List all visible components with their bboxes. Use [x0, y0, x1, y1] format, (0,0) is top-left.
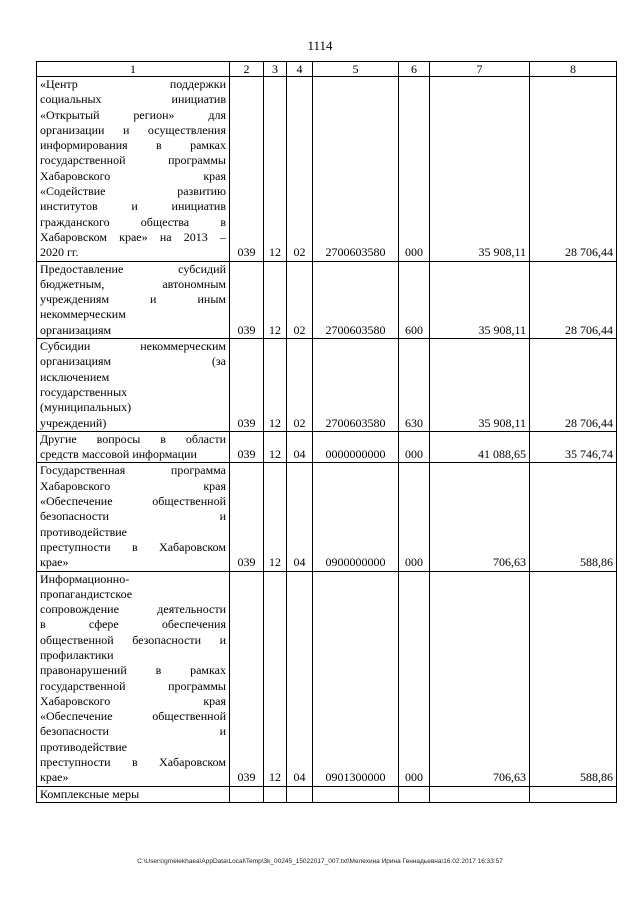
- section-code: 12: [264, 571, 287, 786]
- description-line: государственной программы: [40, 678, 226, 693]
- description-line: Государственная программа: [40, 463, 226, 478]
- subsection-code: [287, 786, 313, 802]
- header-cell: 1: [37, 62, 230, 77]
- description-line: организациям: [40, 322, 112, 337]
- description-line: «Центр поддержки: [40, 77, 226, 91]
- description-line: информирования в рамках: [40, 138, 226, 153]
- row-description: [37, 339, 230, 432]
- expense-type-code: 000: [399, 571, 430, 786]
- row-description: [37, 463, 230, 571]
- header-cell: 2: [230, 62, 264, 77]
- executed-amount: 28 706,44: [530, 261, 617, 338]
- ministry-code: 039: [230, 77, 264, 262]
- description-line: Хабаровского края: [40, 168, 226, 183]
- description-line: государственной программы: [40, 153, 226, 168]
- subsection-code: 02: [287, 77, 313, 262]
- table-row: [37, 77, 617, 262]
- row-description: [37, 431, 230, 463]
- section-code: 12: [264, 339, 287, 432]
- header-cell: 3: [264, 62, 287, 77]
- expense-type-code: 000: [399, 77, 430, 262]
- description-line: безопасности и: [40, 724, 226, 739]
- header-cell: 8: [530, 62, 617, 77]
- description-line: Комплексные меры: [40, 786, 140, 801]
- description-line: социальных инициатив: [40, 92, 226, 107]
- header-cell: 5: [313, 62, 399, 77]
- row-description: [37, 77, 230, 262]
- target-article-code: [313, 786, 399, 802]
- description-line: безопасности и: [40, 509, 226, 524]
- table-row: [37, 431, 617, 463]
- section-code: 12: [264, 431, 287, 463]
- planned-amount: 41 088,65: [430, 431, 530, 463]
- target-article-code: 0000000000: [313, 431, 399, 463]
- table-row: [37, 571, 617, 786]
- description-line: организациям (за: [40, 354, 226, 369]
- description-line: исключением: [40, 369, 110, 384]
- planned-amount: 35 908,11: [430, 77, 530, 262]
- target-article-code: 2700603580: [313, 77, 399, 262]
- target-article-code: 0901300000: [313, 571, 399, 786]
- section-code: 12: [264, 463, 287, 571]
- header-cell: 7: [430, 62, 530, 77]
- section-code: [264, 786, 287, 802]
- ministry-code: [230, 786, 264, 802]
- description-line: Предоставление субсидий: [40, 261, 226, 276]
- expense-type-code: 000: [399, 431, 430, 463]
- description-line: бюджетным, автономным: [40, 276, 226, 291]
- budget-table: [36, 61, 617, 803]
- description-line: противодействие: [40, 739, 128, 754]
- description-line: Информационно-: [40, 571, 130, 586]
- table-row: [37, 786, 617, 802]
- planned-amount: 35 908,11: [430, 261, 530, 338]
- description-line: Хабаровского края: [40, 478, 226, 493]
- ministry-code: 039: [230, 261, 264, 338]
- description-line: государственных: [40, 384, 128, 399]
- executed-amount: 35 746,74: [530, 431, 617, 463]
- page-number: 1114: [307, 38, 333, 53]
- description-line: пропагандистское: [40, 586, 133, 601]
- target-article-code: 0900000000: [313, 463, 399, 571]
- ministry-code: 039: [230, 463, 264, 571]
- target-article-code: 2700603580: [313, 339, 399, 432]
- executed-amount: 28 706,44: [530, 77, 617, 262]
- executed-amount: 588,86: [530, 571, 617, 786]
- target-article-code: 2700603580: [313, 261, 399, 338]
- description-line: противодействие: [40, 524, 128, 539]
- subsection-code: 02: [287, 261, 313, 338]
- subsection-code: 04: [287, 571, 313, 786]
- description-line: общественной безопасности и: [40, 632, 226, 647]
- description-line: сопровождение деятельности: [40, 602, 226, 617]
- section-code: 12: [264, 77, 287, 262]
- executed-amount: 28 706,44: [530, 339, 617, 432]
- file-path-footer: C:\Users\gmelekhaea\AppData\Local\Temp\3k_00245_15022017_007.txt\Мелехина Ирина Геннадьевна\16.02.2017 16:33:57: [137, 858, 503, 865]
- ministry-code: 039: [230, 431, 264, 463]
- description-line: (муниципальных): [40, 400, 132, 415]
- description-line: организации и осуществления: [40, 122, 226, 137]
- table-row: [37, 261, 617, 338]
- description-line: крае»: [40, 770, 69, 785]
- expense-type-code: 000: [399, 463, 430, 571]
- executed-amount: 588,86: [530, 463, 617, 571]
- description-line: крае»: [40, 555, 69, 570]
- row-description: [37, 571, 230, 786]
- table-row: [37, 339, 617, 432]
- description-line: в сфере обеспечения: [40, 617, 226, 632]
- description-line: гражданского общества в: [40, 214, 226, 229]
- description-line: Другие вопросы в области: [40, 431, 226, 446]
- description-line: 2020 гг.: [40, 245, 79, 260]
- expense-type-code: [399, 786, 430, 802]
- description-line: учреждений): [40, 415, 107, 430]
- ministry-code: 039: [230, 339, 264, 432]
- description-line: средств массовой информации: [40, 447, 197, 462]
- table-row: [37, 463, 617, 571]
- header-cell: 4: [287, 62, 313, 77]
- description-line: некоммерческим: [40, 307, 126, 322]
- description-line: Хабаровском крае» на 2013 –: [40, 229, 226, 244]
- planned-amount: 35 908,11: [430, 339, 530, 432]
- description-line: «Открытый регион» для: [40, 107, 226, 122]
- subsection-code: 04: [287, 431, 313, 463]
- description-line: преступности в Хабаровском: [40, 539, 226, 554]
- planned-amount: 706,63: [430, 571, 530, 786]
- row-description: [37, 261, 230, 338]
- header-row: [37, 62, 617, 77]
- planned-amount: [430, 786, 530, 802]
- header-cell: 6: [399, 62, 430, 77]
- section-code: 12: [264, 261, 287, 338]
- description-line: «Обеспечение общественной: [40, 709, 226, 724]
- description-line: «Обеспечение общественной: [40, 494, 226, 509]
- subsection-code: 04: [287, 463, 313, 571]
- expense-type-code: 630: [399, 339, 430, 432]
- description-line: «Содействие развитию: [40, 184, 226, 199]
- description-line: правонарушений в рамках: [40, 663, 226, 678]
- row-description: [37, 786, 230, 802]
- description-line: Хабаровского края: [40, 693, 226, 708]
- description-line: учреждениям и иным: [40, 292, 226, 307]
- description-line: институтов и инициатив: [40, 199, 226, 214]
- planned-amount: 706,63: [430, 463, 530, 571]
- ministry-code: 039: [230, 571, 264, 786]
- description-line: профилактики: [40, 647, 114, 662]
- description-line: преступности в Хабаровском: [40, 755, 226, 770]
- executed-amount: [530, 786, 617, 802]
- expense-type-code: 600: [399, 261, 430, 338]
- description-line: Субсидии некоммерческим: [40, 339, 226, 354]
- subsection-code: 02: [287, 339, 313, 432]
